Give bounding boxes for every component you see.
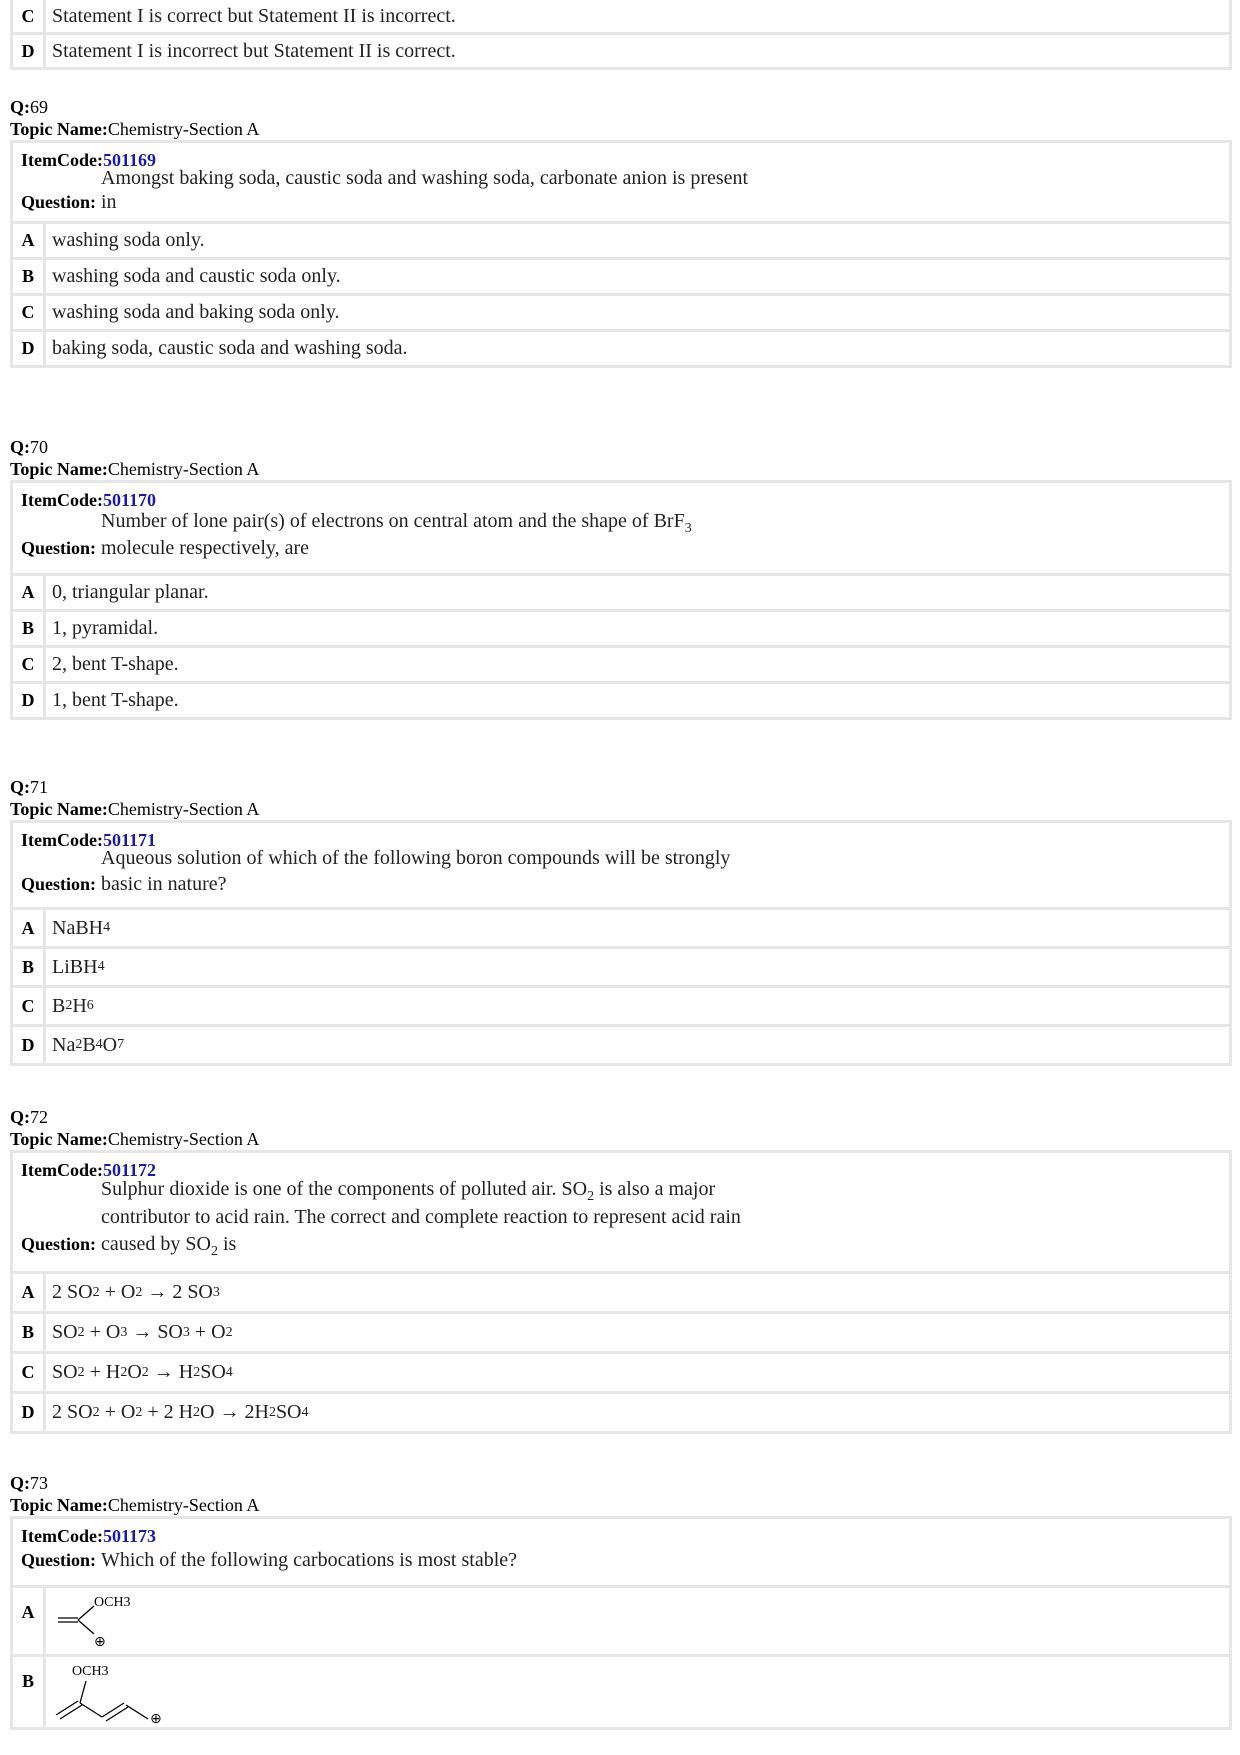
question-text: Sulphur dioxide is one of the components of polluted air. $SO_2$ is also a major contributor to acid rain. The correct and complete reaction to represent acid rain [101,1178,741,1228]
option-c[interactable] [13,296,1229,329]
question-text: Which of the following carbocations is most stable? [101,1549,518,1571]
carbocation-a-structure [52,1588,252,1652]
option-text: 1, bent T-shape. [46,684,1229,717]
topic-name: Topic Name:Chemistry-Section A [10,799,260,819]
option-letter: B [13,612,43,645]
option-letter: A [13,224,43,257]
option-text: B 2 H 6 [46,988,1229,1024]
option-a[interactable] [13,1588,1229,1654]
option-text: 2 SO 2 + O 2 → 2 SO 3 [46,1274,1229,1311]
item-code: ItemCode:501172 [21,1160,156,1180]
question-label: Question: [21,538,97,558]
option-a[interactable] [13,1274,1229,1311]
option-d[interactable] [13,1027,1229,1063]
item-code: ItemCode:501171 [21,830,156,850]
option-letter: A [13,576,43,609]
option-d[interactable] [13,332,1229,365]
question-text-cont: molecule respectively, are [101,537,310,559]
option-letter: C [13,988,43,1024]
option-a[interactable] [13,910,1229,946]
option-d[interactable] [13,1394,1229,1431]
question-label: Question: [21,1550,97,1570]
methoxy-label: OCH3 [72,1664,109,1679]
question-number: Q:72 [10,1107,48,1127]
option-letter: A [13,1588,43,1654]
option-text: Statement I is correct but Statement II is incorrect. [46,0,1229,32]
option-letter: C [13,1354,43,1391]
topic-name: Topic Name:Chemistry-Section A [10,119,260,139]
question-label: Question: [21,874,97,894]
question-box [13,1519,1229,1585]
methoxy-label: OCH3 [94,1595,131,1610]
option-letter: A [13,1274,43,1311]
option-text: 2 SO 2 + O 2 + 2 H 2 O → 2H 2 SO 4 [46,1394,1229,1431]
question-box [13,483,1229,573]
question-box [13,823,1229,907]
option-b[interactable] [13,612,1229,645]
question-text: Aqueous solution of which of the following boron compounds will be strongly [101,847,731,869]
option-d[interactable] [13,684,1229,717]
option-a[interactable] [13,224,1229,257]
option-b[interactable] [13,1314,1229,1351]
topic-name: Topic Name:Chemistry-Section A [10,459,260,479]
option-text: NaBH 4 [46,910,1229,946]
option-text: Statement I is incorrect but Statement II is correct. [46,35,1229,67]
option-letter: B [13,1657,43,1727]
question-text: Amongst baking soda, caustic soda and washing soda, carbonate anion is present [101,167,749,189]
option-row[interactable] [13,0,1229,32]
option-letter: B [13,260,43,293]
option-text: 0, triangular planar. [46,576,1229,609]
option-a[interactable] [13,576,1229,609]
carbocation-b-structure [52,1657,252,1725]
question-box [13,1153,1229,1271]
option-letter: D [13,35,43,67]
option-text: baking soda, caustic soda and washing soda. [46,332,1229,365]
option-letter: D [13,684,43,717]
option-text: washing soda only. [46,224,1229,257]
question-number: Q:70 [10,437,48,457]
option-letter: C [13,0,43,32]
option-letter: A [13,910,43,946]
option-text: washing soda and caustic soda only. [46,260,1229,293]
positive-charge-icon: ⊕ [94,1634,106,1650]
option-text: LiBH 4 [46,949,1229,985]
option-text: 2, bent T-shape. [46,648,1229,681]
positive-charge-icon: ⊕ [150,1711,162,1725]
option-letter: C [13,648,43,681]
question-text-cont: basic in nature? [101,873,227,895]
question-block [0,1106,1240,1434]
option-text: SO 2 + O 3 → SO 3 + O 2 [46,1314,1229,1351]
option-letter: C [13,296,43,329]
option-c[interactable] [13,648,1229,681]
question-label: Question: [21,192,97,212]
question-block [0,1472,1240,1730]
item-code: ItemCode:501170 [21,490,156,510]
option-letter: D [13,1027,43,1063]
option-structure [46,1657,1229,1727]
question-text: Number of lone pair(s) of electrons on central atom and the shape of BrF$_3$ [101,510,692,536]
option-letter: B [13,949,43,985]
question-number: Q:71 [10,777,48,797]
question-text-cont: caused by $SO_2$ is [101,1233,237,1259]
option-letter: B [13,1314,43,1351]
question-label: Question: [21,1234,97,1254]
topic-name: Topic Name:Chemistry-Section A [10,1495,260,1515]
question-number: Q:73 [10,1473,48,1493]
question-block [0,436,1240,720]
option-text: Na 2 B 4 O 7 [46,1027,1229,1063]
option-letter: D [13,1394,43,1431]
option-text: 1, pyramidal. [46,612,1229,645]
option-c[interactable] [13,988,1229,1024]
item-code: ItemCode:501173 [21,1526,156,1546]
topic-name: Topic Name:Chemistry-Section A [10,1129,260,1149]
option-text: SO 2 + H 2 O 2 → H 2 SO 4 [46,1354,1229,1391]
option-text: washing soda and baking soda only. [46,296,1229,329]
option-b[interactable] [13,949,1229,985]
option-row[interactable] [13,35,1229,67]
question-block [0,776,1240,1066]
option-c[interactable] [13,1354,1229,1391]
prev-question-options [0,0,1240,70]
question-box [13,143,1229,221]
option-b[interactable] [13,260,1229,293]
item-code: ItemCode:501169 [21,150,156,170]
question-text-cont: in [101,191,117,213]
question-number: Q:69 [10,97,48,117]
option-b[interactable] [13,1657,1229,1727]
option-letter: D [13,332,43,365]
question-block [0,96,1240,368]
option-structure [46,1588,1229,1654]
